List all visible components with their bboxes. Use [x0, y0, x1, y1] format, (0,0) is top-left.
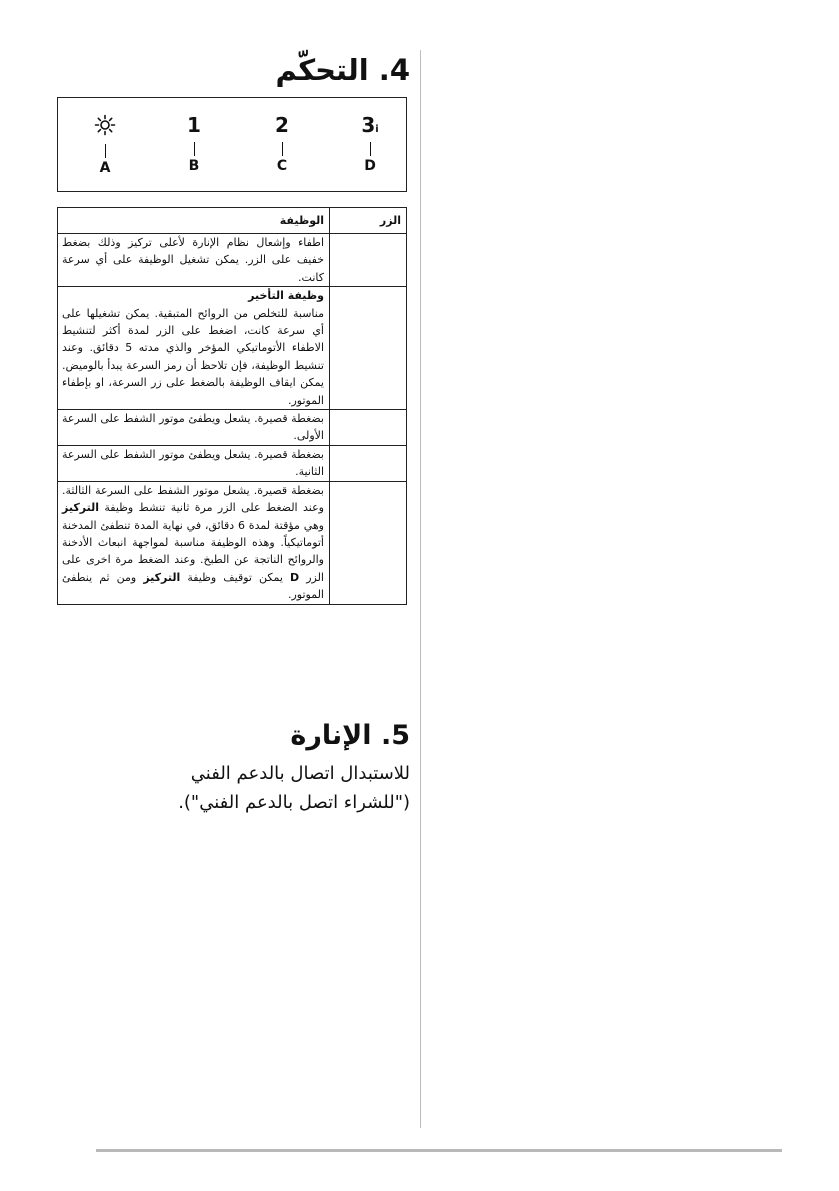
table-row: [58, 287, 407, 410]
table-row: [58, 445, 407, 481]
column-divider: [420, 50, 421, 1128]
button-d-symbol: [350, 112, 390, 138]
section-5-line-1: للاستبدال اتصال بالدعم الفني: [190, 763, 410, 784]
button-d-number: 3: [361, 113, 376, 137]
row-key: [330, 410, 407, 446]
row-key: [330, 234, 407, 287]
button-b-leader: [194, 142, 195, 156]
button-c-letter: C: [276, 158, 288, 174]
row-title: وظيفة التأخير: [248, 289, 324, 303]
section-5-heading: 5. الإنارة: [290, 720, 410, 751]
row-text-bold: التركيز: [143, 570, 181, 584]
row-key: [330, 287, 407, 410]
table-row: [58, 481, 407, 604]
header-function: الوظيفة: [58, 208, 330, 234]
table-row: [58, 234, 407, 287]
row-text: بضغطة قصيرة. يشعل موتور الشفط على السرعة الثالثة. وعند الضغط على الزر مرة ثانية تنشط وظيفة: [62, 483, 324, 515]
header-button: الزر: [330, 208, 407, 234]
row-function: [58, 445, 330, 481]
row-text-bold: التركيز: [62, 501, 99, 515]
button-d-letter: D: [364, 158, 376, 174]
button-a-leader: [105, 144, 106, 158]
button-b: [174, 112, 214, 175]
row-key: [330, 481, 407, 604]
table-header-row: [58, 208, 407, 234]
row-text: بضغطة قصيرة. يشعل ويطفئ موتور الشفط على السرعة الثانية.: [62, 447, 324, 479]
button-d-subscript: i: [375, 124, 379, 135]
row-function: [58, 481, 330, 604]
button-d-leader: [370, 142, 371, 156]
row-text: اطفاء وإشعال نظام الإنارة لأعلى تركيز وذلك بضغط خفيف على الزر. يمكن تشغيل الوظيفة على أي سرعة كانت.: [62, 236, 324, 284]
row-function: [58, 410, 330, 446]
table-row: [58, 410, 407, 446]
section-4-heading: 4. التحكّم: [275, 53, 410, 87]
control-panel-diagram: [57, 97, 407, 192]
section-5-line-2: ("للشراء اتصل بالدعم الفني").: [178, 792, 410, 813]
row-key: [330, 445, 407, 481]
button-c-leader: [282, 142, 283, 156]
button-b-letter: B: [188, 158, 200, 174]
button-d: [350, 112, 390, 175]
row-text: بضغطة قصيرة. يشعل ويطفئ موتور الشفط على السرعة الأولى.: [62, 412, 324, 443]
row-function: [58, 287, 330, 410]
row-text: ومن ثم ينطفئ الموتور.: [62, 570, 324, 602]
row-text-bold: D: [289, 570, 300, 584]
button-a: [85, 112, 125, 177]
button-a-letter: A: [99, 160, 111, 176]
row-text: يمكن توقيف وظيفة: [180, 570, 290, 584]
light-icon: [94, 114, 116, 136]
row-function: [58, 234, 330, 287]
footer-rule: [96, 1149, 782, 1152]
button-b-symbol: 1: [187, 113, 201, 137]
button-c: [262, 112, 302, 175]
row-text: وهي مؤقتة لمدة 6 دقائق، في نهاية المدة تنطفئ المدخنة أتوماتيكياً. وهذه الوظيفة مناسبة لمواجهة انبعاث الأدخنة والروائح الناتجة عن الطبخ. وعند الضغط مرة اخرى على الزر: [62, 518, 324, 584]
button-c-symbol: 2: [275, 113, 289, 137]
function-table: [57, 207, 407, 605]
section-5-paragraph: [58, 759, 410, 817]
row-text: مناسبة للتخلص من الروائح المتبقية. يمكن تشغيلها على أي سرعة كانت، اضغط على الزر لمدة أكثر لتنشيط الاطفاء الأتوماتيكي المؤخر والذي مدته 5 دقائق. وعند تنشيط الوظيفة، فإن تلاحظ أن رمز السرعة يبدأ بالوميض. يمكن ايقاف الوظيفة بالضغط على زر السرعة، او بإطفاء الموتور.: [62, 306, 324, 407]
button-a-symbol: [85, 114, 125, 140]
